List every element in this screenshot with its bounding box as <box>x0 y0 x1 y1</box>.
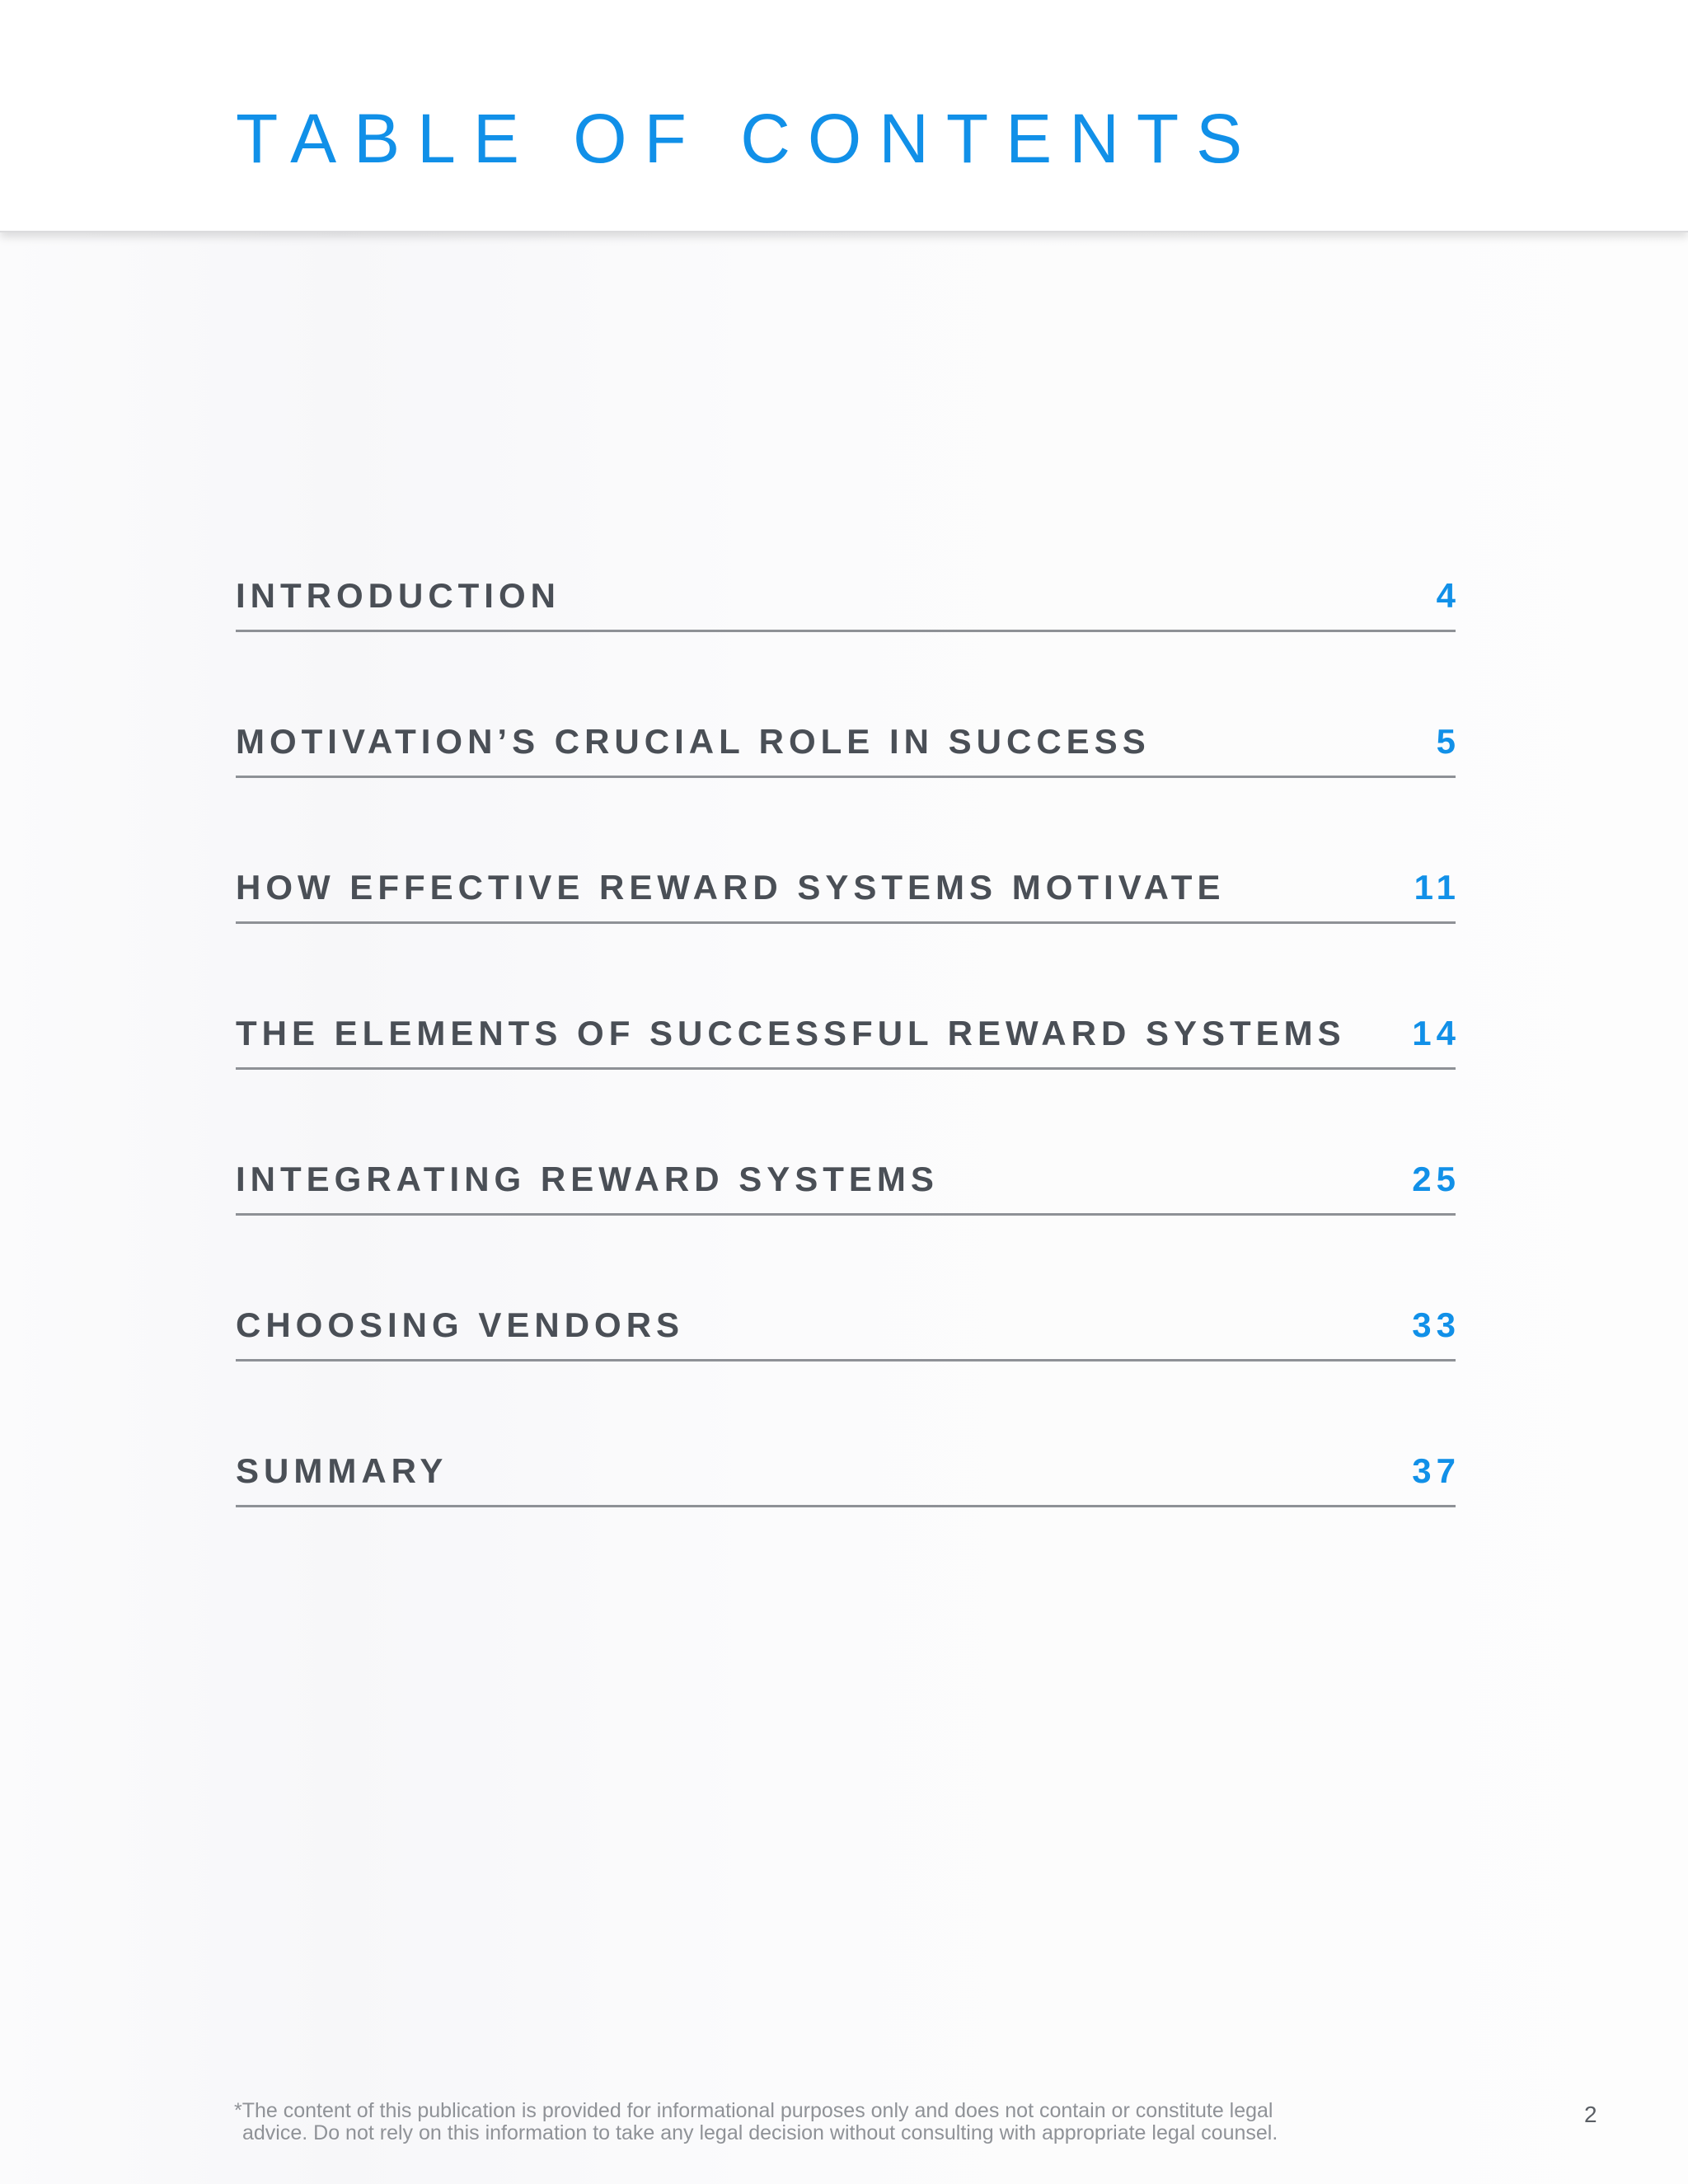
toc-entry-page-number: 4 <box>1436 576 1461 615</box>
toc-entry-label: INTRODUCTION <box>236 576 560 615</box>
toc-row <box>236 995 1461 1141</box>
toc-entry-label: HOW EFFECTIVE REWARD SYSTEMS MOTIVATE <box>236 868 1226 907</box>
toc-entry-page-number: 33 <box>1412 1305 1461 1344</box>
table-of-contents <box>236 557 1461 1578</box>
toc-entry-page-number: 25 <box>1412 1160 1461 1198</box>
toc-entry-motivation[interactable] <box>236 703 1461 778</box>
toc-entry-label: MOTIVATION’S CRUCIAL ROLE IN SUCCESS <box>236 722 1151 761</box>
toc-entry-integrating-reward-systems[interactable] <box>236 1141 1461 1216</box>
toc-entry-elements-of-reward-systems[interactable] <box>236 995 1461 1070</box>
toc-entry-page-number: 11 <box>1414 868 1461 907</box>
toc-entry-page-number: 14 <box>1412 1014 1461 1052</box>
page-title: TABLE OF CONTENTS <box>236 100 1260 177</box>
toc-entry-page-number: 37 <box>1412 1451 1461 1490</box>
disclaimer-line: *The content of this publication is provided for informational purposes only and does not contain or constitute legal <box>234 2099 1273 2122</box>
toc-entry-choosing-vendors[interactable] <box>236 1286 1461 1361</box>
toc-row <box>236 703 1461 849</box>
toc-row <box>236 1432 1461 1578</box>
toc-entry-label: INTEGRATING REWARD SYSTEMS <box>236 1160 939 1198</box>
toc-row <box>236 849 1461 995</box>
toc-entry-page-number: 5 <box>1436 722 1461 761</box>
toc-entry-label: CHOOSING VENDORS <box>236 1305 685 1344</box>
toc-entry-summary[interactable] <box>236 1432 1461 1507</box>
toc-row <box>236 1141 1461 1286</box>
disclaimer-line: advice. Do not rely on this information to take any legal decision without consulting with appropriate legal counsel. <box>242 2121 1278 2144</box>
toc-entry-introduction[interactable] <box>236 557 1461 632</box>
toc-entry-label: SUMMARY <box>236 1451 448 1490</box>
legal-disclaimer <box>234 2100 1388 2144</box>
toc-entry-label: THE ELEMENTS OF SUCCESSFUL REWARD SYSTEMS <box>236 1014 1346 1052</box>
toc-row <box>236 1286 1461 1432</box>
header-band <box>0 0 1688 232</box>
toc-row <box>236 557 1461 703</box>
page-number: 2 <box>1584 2102 1597 2127</box>
toc-entry-effective-reward-systems[interactable] <box>236 849 1461 924</box>
